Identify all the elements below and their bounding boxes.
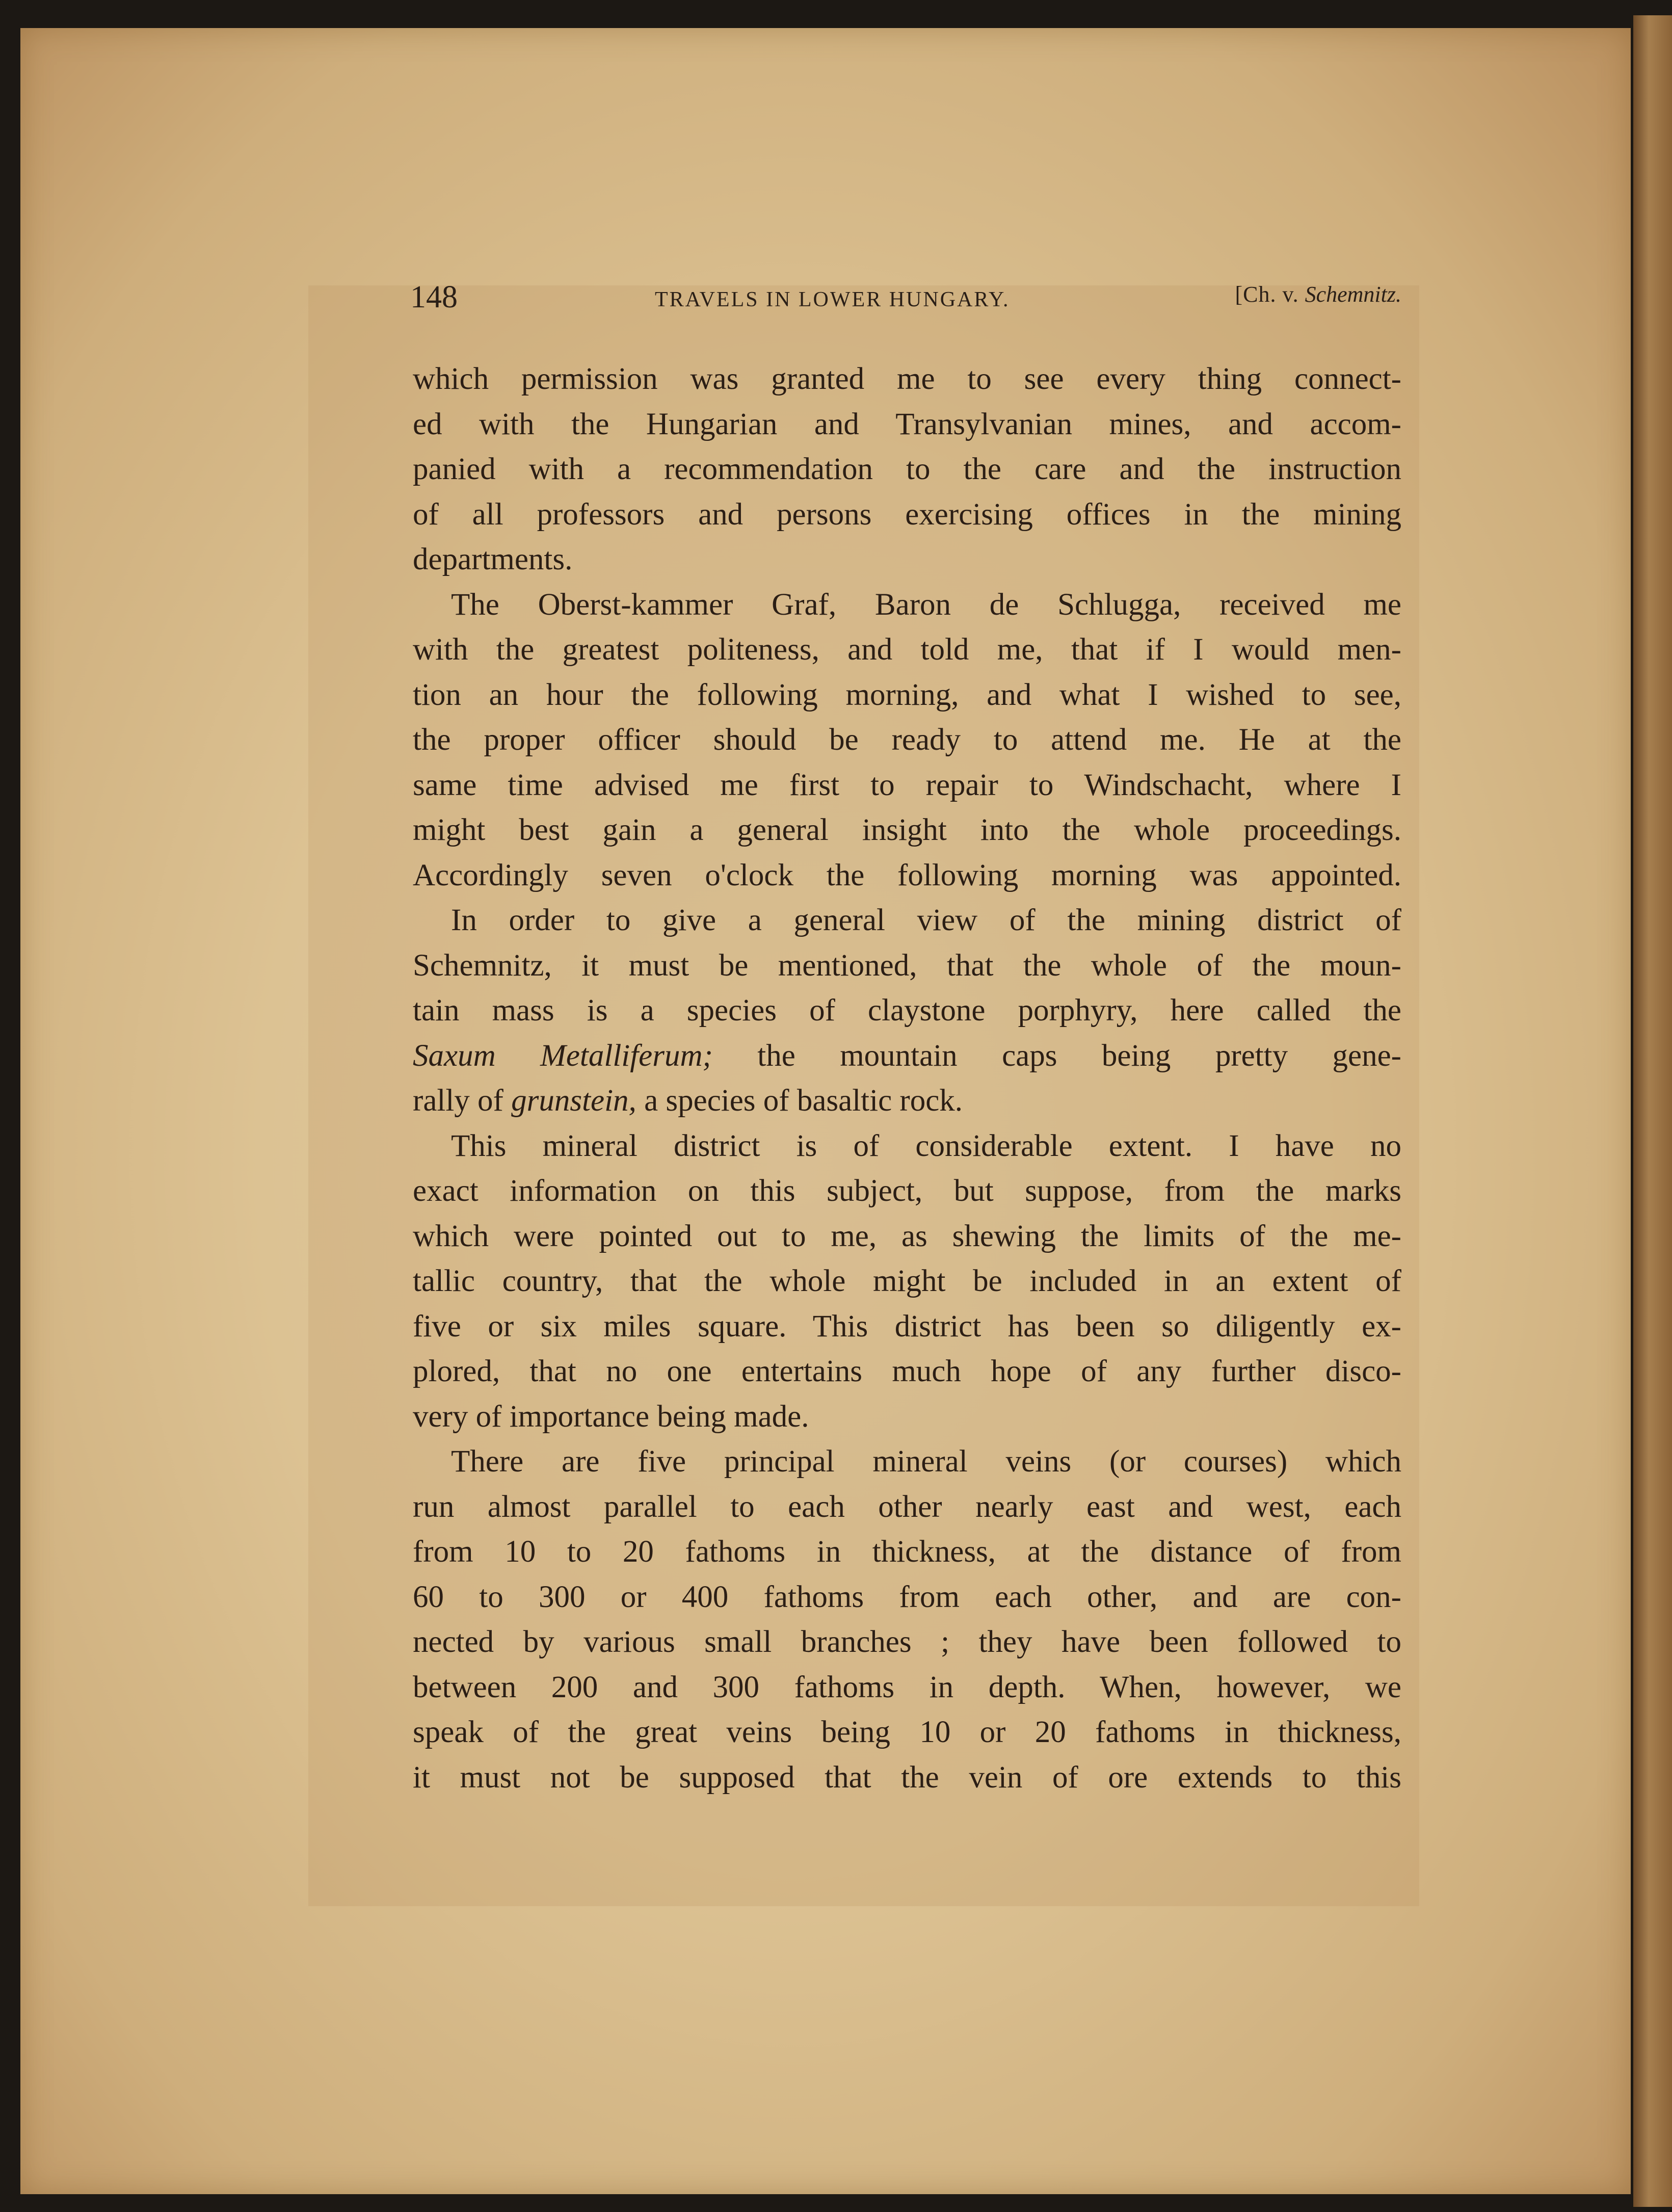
text-line: There are five principal mineral veins (or courses) which <box>451 1444 1401 1479</box>
text-fragment: a species of basaltic rock. <box>644 1084 963 1118</box>
text-fragment: the mountain caps being pretty gene- <box>757 1038 1401 1073</box>
chapter-reference <box>1235 281 1401 307</box>
text-line: tallic country, that the whole might be included in an extent of <box>413 1264 1401 1298</box>
text-line: This mineral district is of considerable extent. I have no <box>451 1128 1401 1163</box>
text-line: departments. <box>413 542 573 576</box>
chapter-number: [Ch. v. <box>1235 282 1299 307</box>
text-line <box>413 1078 1401 1124</box>
text-line: The Oberst-kammer Graf, Baron de Schlugga, received me <box>451 587 1401 622</box>
text-line: the proper officer should be ready to attend me. He at the <box>413 723 1401 757</box>
text-line: tain mass is a species of claystone porphyry, here called the <box>413 993 1401 1028</box>
running-title: TRAVELS IN LOWER HUNGARY. <box>655 288 1010 311</box>
text-line: which permission was granted me to see every thing connect- <box>413 362 1401 396</box>
text-line: five or six miles square. This district has been so diligently ex- <box>413 1309 1401 1344</box>
text-line: from 10 to 20 fathoms in thickness, at the distance of from <box>413 1535 1401 1569</box>
text-line: exact information on this subject, but suppose, from the marks <box>413 1174 1401 1208</box>
text-fragment: rally of <box>413 1084 503 1118</box>
page-number: 148 <box>410 280 458 314</box>
text-line: tion an hour the following morning, and what I wished to see, <box>413 677 1401 712</box>
text-line: same time advised me first to repair to Windschacht, where I <box>413 768 1401 802</box>
italic-term: grunstein, <box>511 1084 636 1118</box>
text-line: Schemnitz, it must be mentioned, that the whole of the moun- <box>413 948 1401 983</box>
text-line: plored, that no one entertains much hope of any further disco- <box>413 1354 1401 1388</box>
text-line <box>413 1034 1401 1079</box>
running-header <box>410 279 1401 320</box>
text-line: In order to give a general view of the mining district of <box>451 903 1401 937</box>
text-line: might best gain a general insight into the whole proceedings. <box>413 813 1401 847</box>
text-line: between 200 and 300 fathoms in depth. When, however, we <box>413 1670 1401 1704</box>
text-line: which were pointed out to me, as shewing the limits of the me- <box>413 1219 1401 1253</box>
text-line: speak of the great veins being 10 or 20 fathoms in thickness, <box>413 1715 1401 1749</box>
text-line: of all professors and persons exercising offices in the mining <box>413 497 1401 532</box>
text-line: it must not be supposed that the vein of ore extends to this <box>413 1760 1401 1795</box>
text-line: panied with a recommendation to the care and the instruction <box>413 452 1401 486</box>
text-line: with the greatest politeness, and told me, that if I would men- <box>413 633 1401 667</box>
text-line: run almost parallel to each other nearly east and west, each <box>413 1489 1401 1524</box>
facing-page-edge <box>1633 15 1672 2207</box>
text-line: very of importance being made. <box>413 1399 809 1434</box>
text-line: Accordingly seven o'clock the following morning was appointed. <box>413 858 1401 892</box>
chapter-place: Schemnitz. <box>1305 282 1401 307</box>
text-line: 60 to 300 or 400 fathoms from each other, and are con- <box>413 1579 1401 1614</box>
italic-term: Saxum Metalliferum; <box>413 1038 713 1073</box>
text-line: nected by various small branches ; they have been followed to <box>413 1625 1401 1659</box>
body-text <box>413 357 1401 1800</box>
text-line: ed with the Hungarian and Transylvanian mines, and accom- <box>413 407 1401 441</box>
